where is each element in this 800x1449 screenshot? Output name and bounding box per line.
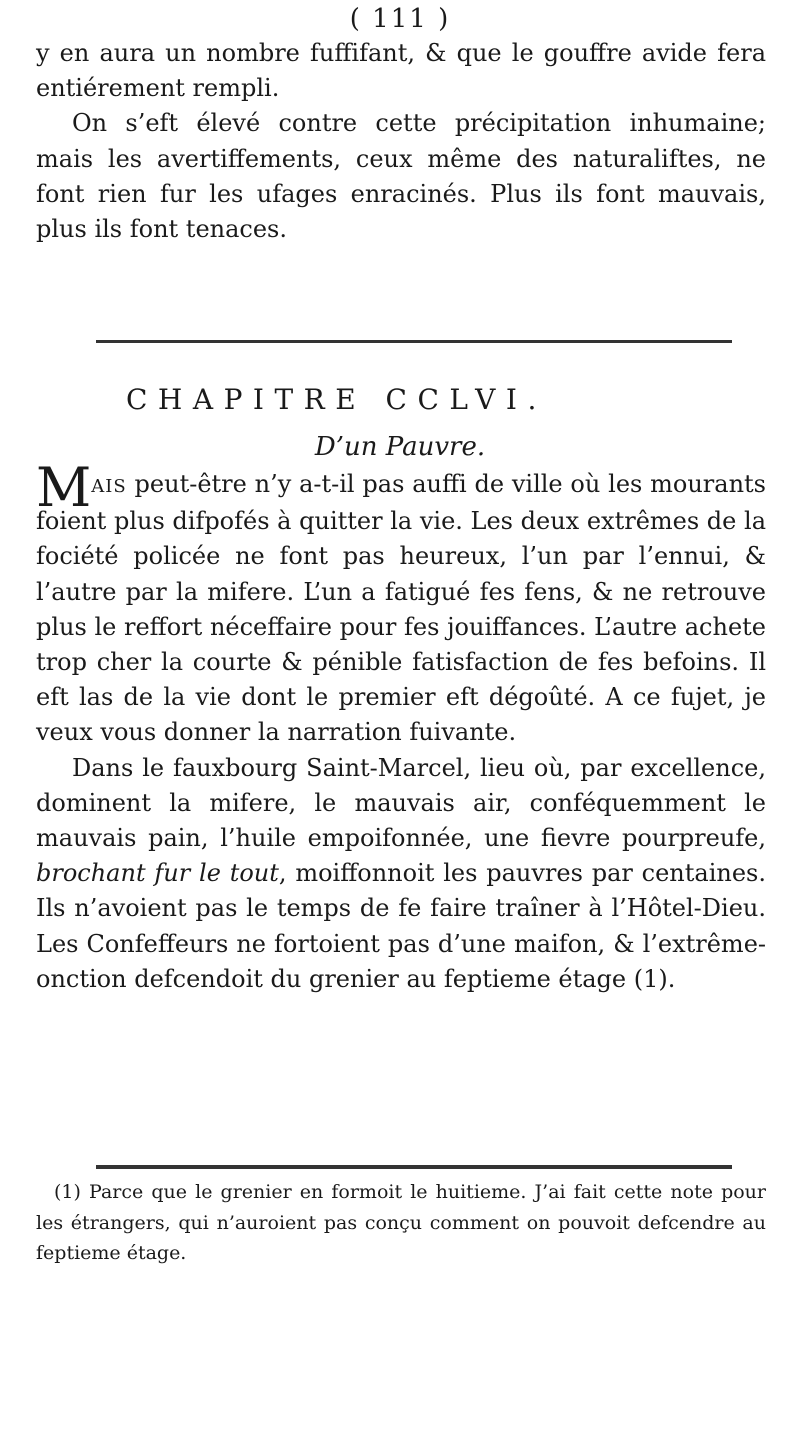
paragraph-faubourg <box>36 751 766 997</box>
footnote-text: (1) Parce que le grenier en formoit le huitieme. J’ai fait cette note pour les étrangers, qui n’auroient pas conçu comment on pouvoit defcendre au feptieme étage. <box>36 1181 766 1264</box>
paragraph-continuation: y en aura un nombre fuffifant, & que le gouffre avide fera entiérement rempli. <box>36 39 766 103</box>
italic-phrase: brochant fur le tout <box>36 859 279 888</box>
footnote <box>36 1177 766 1269</box>
paragraph-opening <box>36 456 766 751</box>
paragraph-faubourg-start: Dans le fauxbourg Saint-Marcel, lieu où, par excellence, dominent la mifere, le mauvais air, conféquemment le mauvais pain, l’huile empoifonnée, une fievre pourpreufe, <box>36 753 766 853</box>
chapter-subtitle: D’un Pauvre. <box>314 432 486 462</box>
footnote-divider-rule <box>96 1165 732 1169</box>
chapter-body <box>36 456 766 997</box>
paragraph-naturalists: On s’eft élevé contre cette précipitation inhumaine; mais les avertiffements, ceux même des naturaliftes, ne font rien fur les ufages enracinés. Plus ils font mauvais, plus ils font tenaces. <box>36 109 766 244</box>
paragraph-opening-text: peut-être n’y a-t-il pas auffi de ville où les mourants foient plus difpofés à quitter la vie. Les deux extrêmes de la fociété policée ne font pas heureux, l’un par l’ennui, & l’autre par la mifere. L’un a fatigué fes fens, & ne retrouve plus le reffort néceffaire pour fes jouiffances. L’autre achete trop cher la courte & pénible fatisfaction de fes befoins. Il eft las de la vie dont le premier eft dégoûté. A ce fujet, je veux vous donner la narration fuivante. <box>36 470 766 747</box>
drop-cap: M <box>36 456 92 519</box>
paragraph-faubourg-end: , moiffonnoit les pauvres par centaines. Ils n’avoient pas le temps de fe faire traîner à l’Hôtel-Dieu. Les Confeffeurs ne fortoient pas d’une maifon, & l’extrême-onction defcendoit du grenier au feptieme étage (1). <box>36 859 766 993</box>
chapter-divider-rule <box>96 340 732 343</box>
opening-small-caps: AIS <box>91 476 127 497</box>
chapter-heading: CHAPITRE CCLVI. <box>126 383 547 416</box>
continued-paragraph <box>36 36 766 247</box>
page-number: ( 111 ) <box>349 4 451 34</box>
